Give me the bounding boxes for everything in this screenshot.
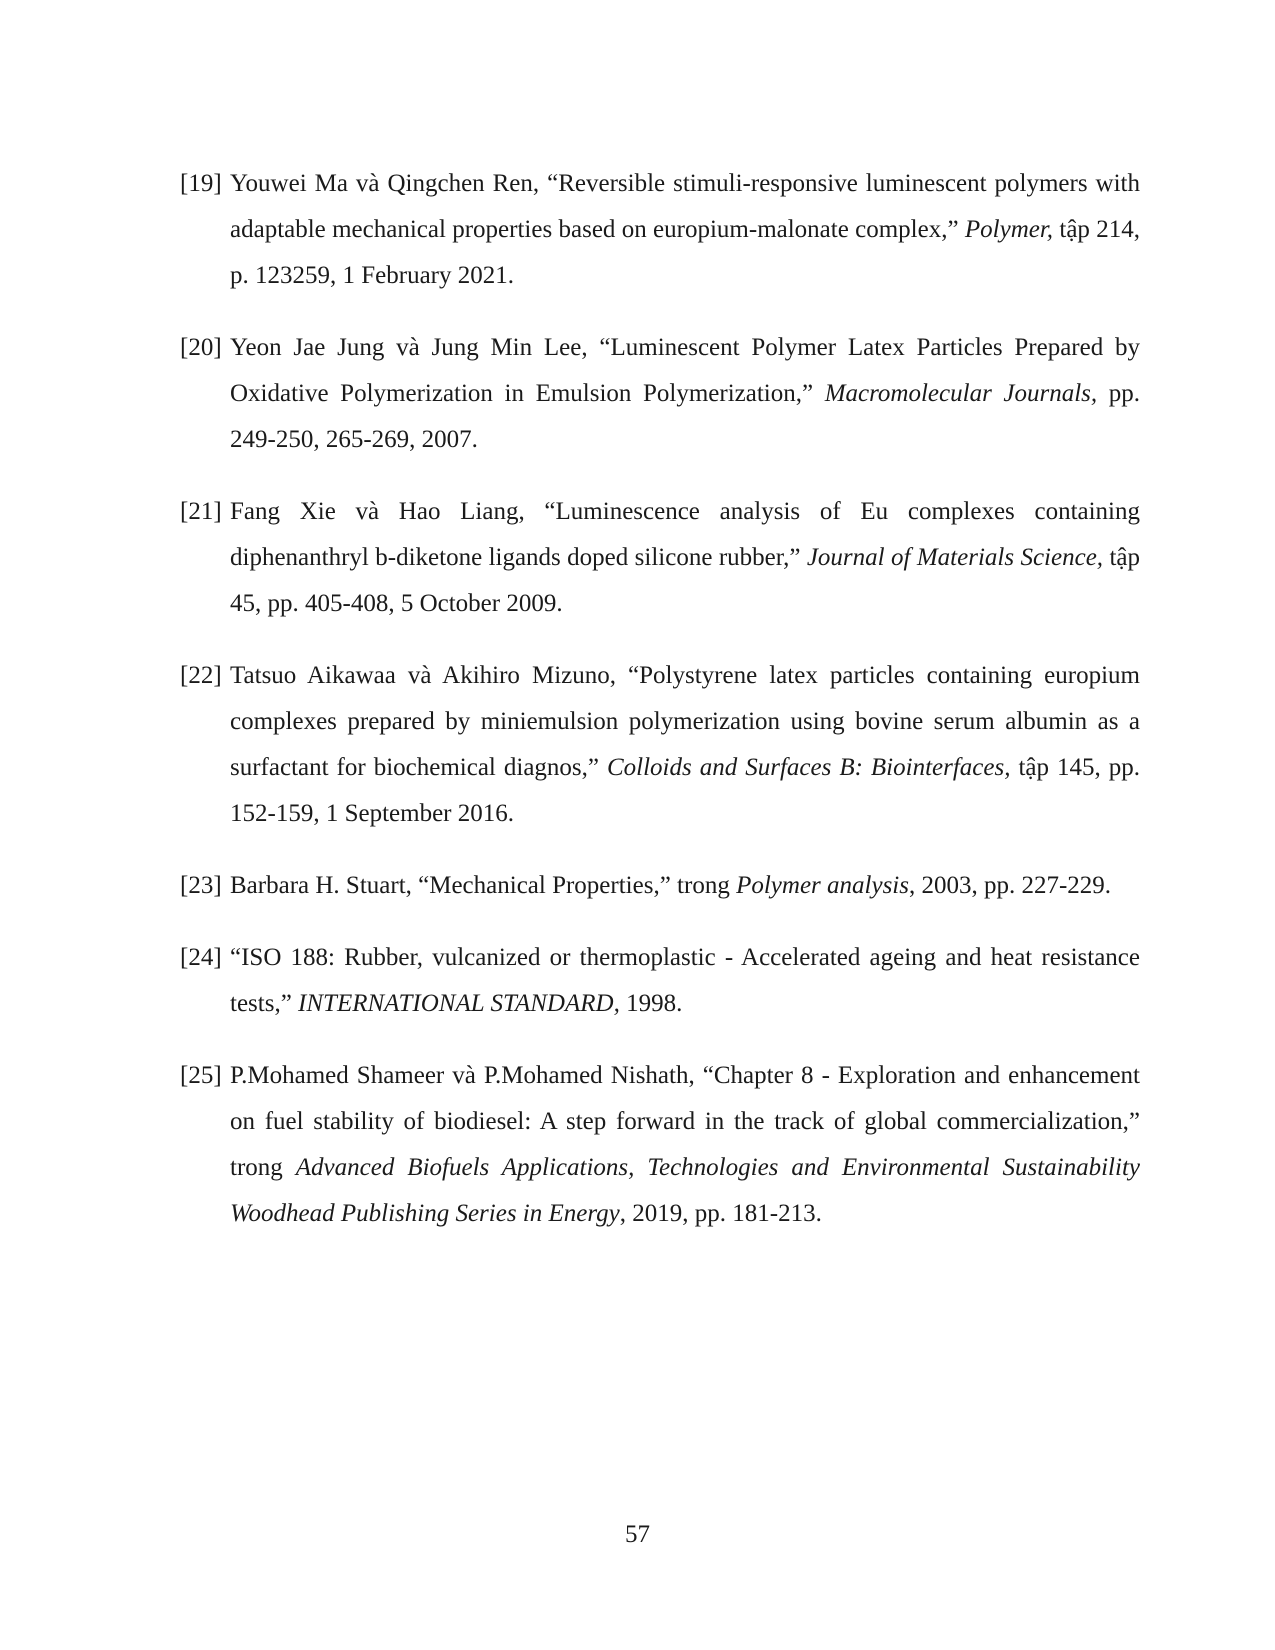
reference-text <box>230 662 1140 827</box>
reference-text-segment: Yeon Jae Jung và Jung Min Lee, “Luminescent Polymer Latex Particles Prepared by Oxidative Polymerization in Emulsion Polymerization,” <box>230 334 1140 407</box>
reference-source-title: Macromolecular Journals, <box>824 380 1098 407</box>
reference-item <box>180 489 1140 627</box>
reference-source-title: Advanced Biofuels Applications, Technologies and Environmental Sustainability Woodhead Publishing Series in Energy <box>230 1154 1140 1227</box>
reference-text-segment: tập 145, pp. 152-159, 1 September 2016. <box>230 754 1141 827</box>
reference-item <box>180 935 1140 1027</box>
reference-item <box>180 161 1140 299</box>
reference-text-segment: , 2003, pp. 227-229. <box>908 872 1112 899</box>
reference-number: [23] <box>180 872 222 899</box>
reference-number: [22] <box>180 662 222 689</box>
reference-text-segment: “ISO 188: Rubber, vulcanized or thermoplastic - Accelerated ageing and heat resistance tests,” <box>230 944 1140 1017</box>
reference-number: [24] <box>180 944 222 971</box>
reference-list <box>180 161 1140 1263</box>
reference-text-segment: tập 45, pp. 405-408, 5 October 2009. <box>230 544 1140 617</box>
reference-source-title: Polymer analysis <box>736 872 909 899</box>
reference-item <box>180 653 1140 837</box>
reference-number: [20] <box>180 334 222 361</box>
reference-text <box>230 334 1140 453</box>
reference-source-title: INTERNATIONAL STANDARD, <box>298 990 620 1017</box>
reference-text <box>230 872 1111 899</box>
reference-number: [19] <box>180 170 222 197</box>
reference-item <box>180 863 1140 909</box>
reference-item <box>180 1053 1140 1237</box>
reference-text-segment: P.Mohamed Shameer và P.Mohamed Nishath, “Chapter 8 - Exploration and enhancement on fuel stability of biodiesel: A step forward in the track of global commercialization,” trong <box>230 1062 1140 1181</box>
reference-text-segment: pp. 249-250, 265-269, 2007. <box>230 380 1141 453</box>
reference-text-segment: Tatsuo Aikawaa và Akihiro Mizuno, “Polystyrene latex particles containing europium complexes prepared by miniemulsion polymerization using bovine serum albumin as a surfactant for biochemical diagnos,” <box>230 662 1140 781</box>
reference-text <box>230 1062 1140 1227</box>
reference-source-title: Journal of Materials Science, <box>806 544 1104 571</box>
page-number: 57 <box>625 1521 650 1548</box>
reference-text-segment: tập 214, p. 123259, 1 February 2021. <box>230 216 1140 289</box>
reference-number: [25] <box>180 1062 222 1089</box>
reference-number: [21] <box>180 498 222 525</box>
reference-source-title: Polymer, <box>964 216 1054 243</box>
reference-text-segment: , 2019, pp. 181-213. <box>619 1200 822 1227</box>
reference-text <box>230 498 1140 617</box>
reference-text <box>230 170 1140 289</box>
reference-text-segment: Barbara H. Stuart, “Mechanical Properties,” trong <box>230 872 737 899</box>
reference-source-title: Colloids and Surfaces B: Biointerfaces, <box>606 754 1011 781</box>
reference-text-segment: Youwei Ma và Qingchen Ren, “Reversible stimuli-responsive luminescent polymers with adaptable mechanical properties based on europium-malonate complex,” <box>230 170 1140 243</box>
reference-text <box>230 944 1140 1017</box>
reference-text-segment: 1998. <box>619 990 683 1017</box>
reference-text-segment: Fang Xie và Hao Liang, “Luminescence analysis of Eu complexes containing diphenanthryl b-diketone ligands doped silicone rubber,” <box>230 498 1140 571</box>
reference-item <box>180 325 1140 463</box>
